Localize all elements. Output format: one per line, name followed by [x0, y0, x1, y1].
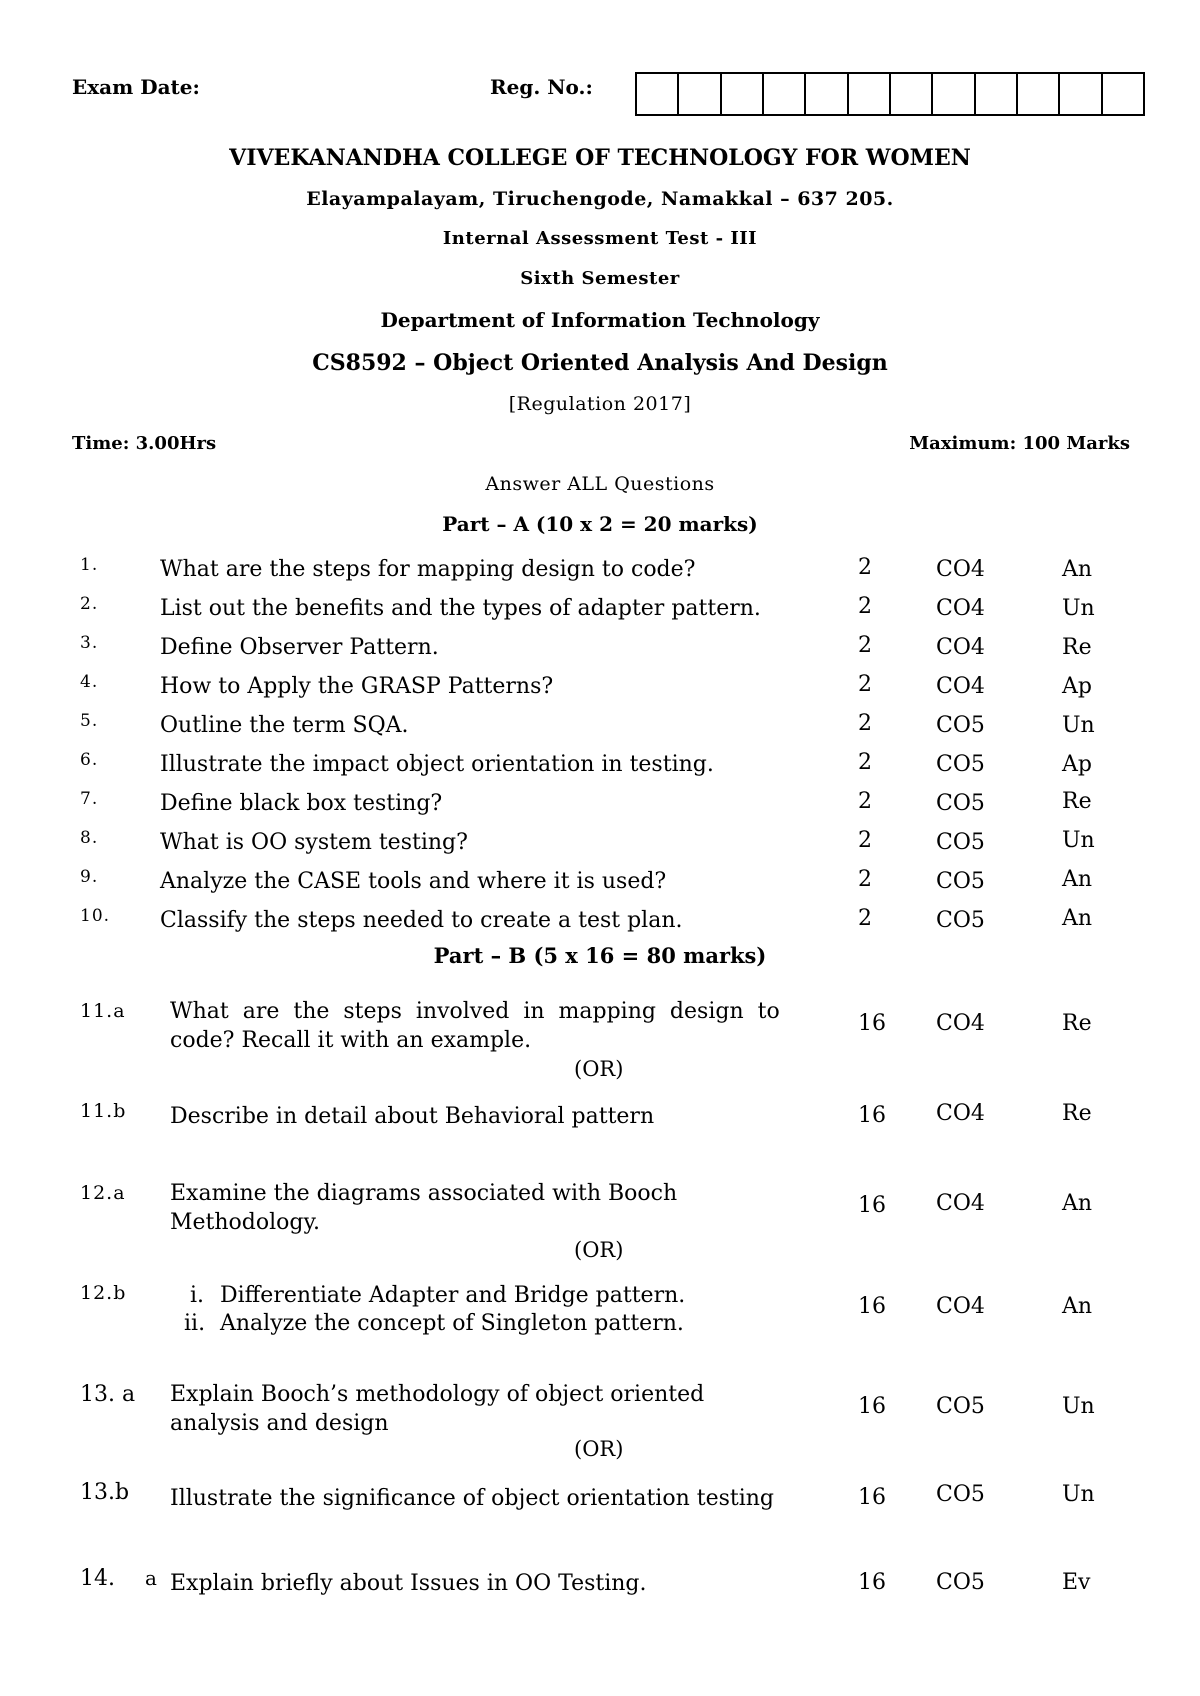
- question-text: What are the steps for mapping design to code?: [160, 557, 696, 582]
- question-marks: 2: [858, 633, 872, 658]
- question-number: 11.a: [80, 1000, 126, 1022]
- question-number: 5.: [80, 711, 99, 731]
- question-level: Un: [1062, 596, 1095, 621]
- list-item-text: Differentiate Adapter and Bridge pattern.: [220, 1283, 686, 1308]
- question-level: Re: [1062, 1011, 1092, 1036]
- question-co: CO5: [936, 830, 985, 855]
- question-marks: 2: [858, 906, 872, 931]
- instruction: Answer ALL Questions: [485, 473, 715, 495]
- question-level: An: [1062, 1294, 1093, 1319]
- question-co: CO4: [936, 635, 985, 660]
- college-name: VIVEKANANDHA COLLEGE OF TECHNOLOGY FOR WOMEN: [229, 145, 971, 171]
- question-text: List out the benefits and the types of adapter pattern.: [160, 596, 761, 621]
- question-number: 14.: [80, 1566, 115, 1591]
- part-b-title: Part – B (5 x 16 = 80 marks): [433, 943, 767, 968]
- question-level: Ap: [1062, 752, 1092, 777]
- question-level: Ev: [1062, 1570, 1091, 1595]
- question-marks: 16: [858, 1103, 886, 1128]
- question-number: 7.: [80, 789, 99, 809]
- question-level: An: [1062, 557, 1093, 582]
- question-marks: 16: [858, 1570, 886, 1595]
- question-text: Illustrate the significance of object orientation testing: [170, 1486, 775, 1511]
- question-co: CO5: [936, 1482, 985, 1507]
- max-marks: Maximum: 100 Marks: [909, 433, 1130, 454]
- or-separator: (OR): [574, 1238, 624, 1262]
- question-level: Re: [1062, 1101, 1092, 1126]
- part-a-title: Part – A (10 x 2 = 20 marks): [442, 512, 758, 536]
- reg-no-cell[interactable]: [891, 74, 933, 114]
- question-co: CO4: [936, 1011, 985, 1036]
- question-marks: 16: [858, 1394, 886, 1419]
- question-number: 9.: [80, 867, 99, 887]
- department: Department of Information Technology: [380, 308, 820, 332]
- question-co: CO5: [936, 1570, 985, 1595]
- course-title: CS8592 – Object Oriented Analysis And Design: [312, 350, 888, 376]
- question-co: CO4: [936, 1294, 985, 1319]
- question-level: An: [1062, 1191, 1093, 1216]
- question-co: CO5: [936, 869, 985, 894]
- college-address: Elayampalayam, Tiruchengode, Namakkal – 637 205.: [306, 188, 894, 210]
- question-number: 12.b: [80, 1282, 127, 1304]
- question-number: 13.b: [80, 1480, 130, 1505]
- reg-no-cell[interactable]: [1103, 74, 1143, 114]
- question-marks: 2: [858, 789, 872, 814]
- reg-no-cell[interactable]: [764, 74, 806, 114]
- question-co: CO5: [936, 1394, 985, 1419]
- question-marks: 2: [858, 711, 872, 736]
- question-number: 6.: [80, 750, 99, 770]
- question-subpart: a: [145, 1566, 158, 1590]
- list-item-text: Analyze the concept of Singleton pattern.: [220, 1311, 684, 1336]
- or-separator: (OR): [574, 1437, 624, 1461]
- question-text: Outline the term SQA.: [160, 713, 409, 738]
- question-marks: 16: [858, 1485, 886, 1510]
- question-number: 2.: [80, 594, 99, 614]
- question-co: CO4: [936, 557, 985, 582]
- question-level: Re: [1062, 789, 1092, 814]
- question-text: Examine the diagrams associated with Booch: [170, 1181, 678, 1206]
- question-text: Classify the steps needed to create a test plan.: [160, 908, 683, 933]
- question-number: 12.a: [80, 1182, 126, 1204]
- question-level: Ap: [1062, 674, 1092, 699]
- question-text: Explain briefly about Issues in OO Testing.: [170, 1571, 647, 1596]
- question-marks: 2: [858, 750, 872, 775]
- question-co: CO4: [936, 674, 985, 699]
- question-co: CO5: [936, 791, 985, 816]
- reg-no-cell[interactable]: [637, 74, 679, 114]
- question-marks: 16: [858, 1193, 886, 1218]
- question-number: 8.: [80, 828, 99, 848]
- question-marks: 2: [858, 594, 872, 619]
- question-marks: 2: [858, 672, 872, 697]
- question-co: CO4: [936, 1191, 985, 1216]
- reg-no-cell[interactable]: [933, 74, 975, 114]
- question-marks: 2: [858, 555, 872, 580]
- semester: Sixth Semester: [520, 268, 680, 289]
- question-text: Define black box testing?: [160, 791, 443, 816]
- question-marks: 2: [858, 867, 872, 892]
- question-text-continued: code? Recall it with an example.: [170, 1028, 532, 1053]
- question-level: Un: [1062, 828, 1095, 853]
- question-co: CO5: [936, 713, 985, 738]
- question-level: An: [1062, 867, 1093, 892]
- question-number: 11.b: [80, 1100, 127, 1122]
- question-text-continued: analysis and design: [170, 1411, 389, 1436]
- question-marks: 16: [858, 1294, 886, 1319]
- question-marks: 16: [858, 1011, 886, 1036]
- question-text: Describe in detail about Behavioral pattern: [170, 1104, 655, 1129]
- question-text: How to Apply the GRASP Patterns?: [160, 674, 554, 699]
- exam-date-label: Exam Date:: [72, 75, 200, 99]
- question-co: CO5: [936, 752, 985, 777]
- question-text: Define Observer Pattern.: [160, 635, 439, 660]
- question-number: 4.: [80, 672, 99, 692]
- question-level: Re: [1062, 635, 1092, 660]
- question-level: Un: [1062, 713, 1095, 738]
- question-level: Un: [1062, 1482, 1095, 1507]
- question-level: An: [1062, 906, 1093, 931]
- question-text: Analyze the CASE tools and where it is used?: [160, 869, 667, 894]
- question-text-continued: Methodology.: [170, 1210, 320, 1235]
- reg-no-label: Reg. No.:: [490, 75, 593, 99]
- reg-no-boxes[interactable]: [635, 72, 1145, 116]
- question-number: 3.: [80, 633, 99, 653]
- reg-no-cell[interactable]: [1018, 74, 1060, 114]
- reg-no-cell[interactable]: [679, 74, 721, 114]
- reg-no-cell[interactable]: [1060, 74, 1102, 114]
- question-text: What is OO system testing?: [160, 830, 468, 855]
- reg-no-cell[interactable]: [806, 74, 848, 114]
- question-number: 10.: [80, 906, 111, 926]
- question-co: CO4: [936, 596, 985, 621]
- question-number: 1.: [80, 555, 99, 575]
- regulation: [Regulation 2017]: [508, 393, 692, 415]
- question-co: CO4: [936, 1101, 985, 1126]
- reg-no-cell[interactable]: [976, 74, 1018, 114]
- question-co: CO5: [936, 908, 985, 933]
- reg-no-cell[interactable]: [849, 74, 891, 114]
- question-marks: 2: [858, 828, 872, 853]
- reg-no-cell[interactable]: [722, 74, 764, 114]
- list-item-number: ii.: [184, 1311, 206, 1336]
- question-level: Un: [1062, 1394, 1095, 1419]
- question-number: 13. a: [80, 1382, 136, 1407]
- exam-time: Time: 3.00Hrs: [72, 433, 217, 454]
- test-name: Internal Assessment Test - III: [442, 228, 758, 249]
- question-text: Explain Booch’s methodology of object oriented: [170, 1382, 705, 1407]
- or-separator: (OR): [574, 1057, 624, 1081]
- list-item-number: i.: [190, 1283, 205, 1308]
- question-text: What are the steps involved in mapping design to: [170, 999, 780, 1024]
- question-text: Illustrate the impact object orientation in testing.: [160, 752, 714, 777]
